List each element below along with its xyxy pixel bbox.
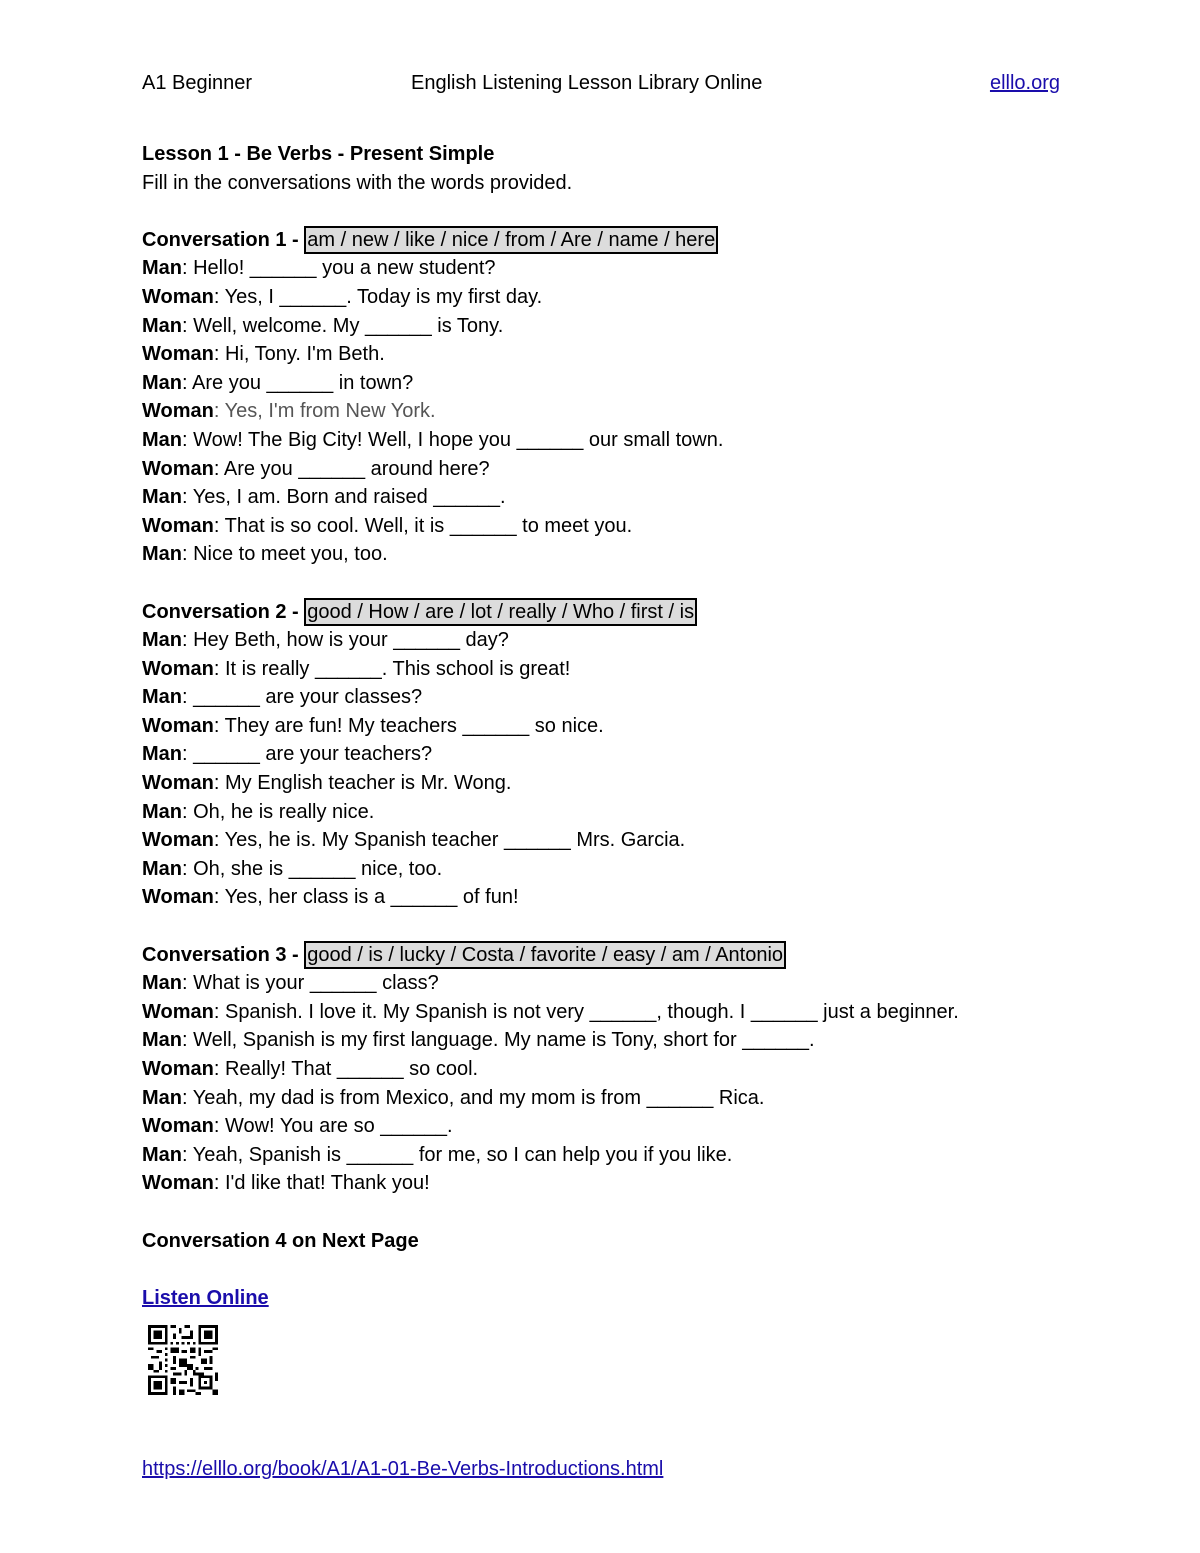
site-title: English Listening Lesson Library Online bbox=[411, 72, 763, 94]
dialogue-line: Woman: Wow! You are so ______. bbox=[142, 1115, 453, 1138]
word-bank: am / new / like / nice / from / Are / name / here bbox=[304, 226, 718, 254]
word-bank: good / is / lucky / Costa / favorite / easy / am / Antonio bbox=[304, 941, 786, 969]
dialogue-line: Man: Well, welcome. My ______ is Tony. bbox=[142, 314, 504, 337]
dialogue-line: Woman: It is really ______. This school is great! bbox=[142, 657, 571, 680]
dialogue-line: Woman: Are you ______ around here? bbox=[142, 457, 490, 480]
dialogue-line: Man: Hey Beth, how is your ______ day? bbox=[142, 629, 509, 652]
dialogue-line: Man: Are you ______ in town? bbox=[142, 371, 414, 394]
dialogue-line: Woman: That is so cool. Well, it is ______ to meet you. bbox=[142, 514, 633, 537]
word-bank: good / How / are / lot / really / Who / first / is bbox=[304, 598, 697, 626]
listen-online-link[interactable]: Listen Online bbox=[142, 1286, 269, 1309]
dialogue-line: Man: Wow! The Big City! Well, I hope you ______ our small town. bbox=[142, 428, 724, 451]
dialogue-line: Woman: Really! That ______ so cool. bbox=[142, 1058, 479, 1080]
dialogue-line: Woman: Yes, he is. My Spanish teacher ______ Mrs. Garcia. bbox=[142, 829, 686, 852]
conversation-1 bbox=[142, 226, 1082, 569]
dialogue-line: Woman: I'd like that! Thank you! bbox=[142, 1172, 430, 1195]
conversation-heading: Conversation 3 - good / is / lucky / Costa / favorite / easy / am / Antonio bbox=[142, 941, 1082, 970]
dialogue-line: Woman: They are fun! My teachers ______ so nice. bbox=[142, 714, 604, 737]
dialogue-line: Man: Oh, he is really nice. bbox=[142, 800, 375, 823]
dialogue-line: Man: Nice to meet you, too. bbox=[142, 543, 388, 566]
next-page-note: Conversation 4 on Next Page bbox=[142, 1229, 419, 1252]
dialogue-line: Woman: Yes, her class is a ______ of fun! bbox=[142, 886, 519, 909]
dialogue-line: Woman: My English teacher is Mr. Wong. bbox=[142, 772, 512, 795]
dialogue-line: Woman: Spanish. I love it. My Spanish is not very ______, though. I ______ just a beginner. bbox=[142, 1000, 959, 1023]
dialogue-line: Man: What is your ______ class? bbox=[142, 972, 439, 995]
site-link[interactable]: elllo.org bbox=[989, 72, 1060, 94]
conversation-heading: Conversation 1 - am / new / like / nice / from / Are / name / here bbox=[142, 226, 1082, 255]
conversation-3 bbox=[142, 941, 1082, 1198]
lesson-instructions: Fill in the conversations with the words provided. bbox=[142, 171, 573, 194]
lesson-content bbox=[142, 140, 1082, 1312]
dialogue-line: Man: ______ are your classes? bbox=[142, 686, 423, 709]
dialogue-line: Woman: Yes, I ______. Today is my first day. bbox=[142, 285, 543, 308]
dialogue-line: Man: Yeah, my dad is from Mexico, and my mom is from ______ Rica. bbox=[142, 1086, 765, 1109]
dialogue-line: Man: Yeah, Spanish is ______ for me, so I can help you if you like. bbox=[142, 1143, 733, 1166]
dialogue-line: Woman: Yes, I'm from New York. bbox=[142, 400, 436, 423]
page-header bbox=[142, 72, 1060, 98]
lesson-title: Lesson 1 - Be Verbs - Present Simple bbox=[142, 143, 495, 165]
dialogue-line: Man: Hello! ______ you a new student? bbox=[142, 257, 496, 280]
dialogue-line: Man: ______ are your teachers? bbox=[142, 743, 433, 766]
conversation-heading: Conversation 2 - good / How / are / lot / really / Who / first / is bbox=[142, 598, 1082, 627]
lesson-url-link[interactable]: https://elllo.org/book/A1/A1-01-Be-Verbs-Introductions.html bbox=[142, 1458, 664, 1480]
dialogue-line: Man: Well, Spanish is my first language. My name is Tony, short for ______. bbox=[142, 1029, 815, 1052]
dialogue-line: Man: Yes, I am. Born and raised ______. bbox=[142, 486, 506, 509]
conversation-2 bbox=[142, 598, 1082, 913]
level-label: A1 Beginner bbox=[142, 72, 253, 94]
dialogue-line: Woman: Hi, Tony. I'm Beth. bbox=[142, 343, 385, 366]
qr-code-icon[interactable] bbox=[148, 1325, 218, 1395]
dialogue-line: Man: Oh, she is ______ nice, too. bbox=[142, 857, 443, 880]
